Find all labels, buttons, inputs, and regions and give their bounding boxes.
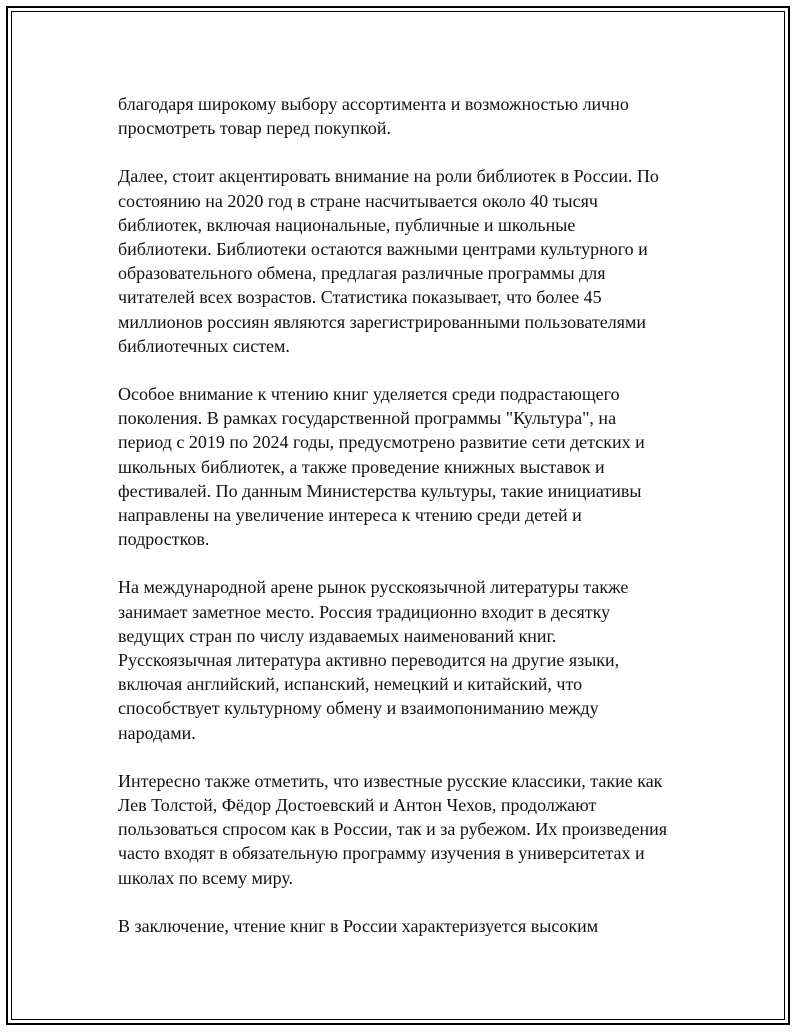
text-line: Лев Толстой, Фёдор Достоевский и Антон Чехов, продолжают bbox=[118, 795, 597, 816]
text-line: Интересно также отметить, что известные русские классики, такие как bbox=[118, 770, 663, 791]
text-line: школах по всему миру. bbox=[118, 867, 294, 888]
text-line: просмотреть товар перед покупкой. bbox=[118, 118, 392, 139]
text-line: подростков. bbox=[118, 529, 210, 550]
paragraph-4 bbox=[118, 575, 698, 744]
text-line: Далее, стоит акцентировать внимание на роли библиотек в России. По bbox=[118, 166, 659, 187]
paragraph-5 bbox=[118, 769, 698, 890]
text-line: период с 2019 по 2024 годы, предусмотрено развитие сети детских и bbox=[118, 432, 645, 453]
text-line: ведущих стран по числу издаваемых наименований книг. bbox=[118, 625, 557, 646]
paragraph-2 bbox=[118, 164, 698, 358]
text-line: Русскоязычная литература активно переводится на другие языки, bbox=[118, 650, 620, 671]
text-line: направлены на увеличение интереса к чтению среди детей и bbox=[118, 505, 582, 526]
text-line: пользоваться спросом как в России, так и за рубежом. Их произведения bbox=[118, 819, 668, 840]
text-line: состоянию на 2020 год в стране насчитывается около 40 тысяч bbox=[118, 190, 598, 211]
document-body bbox=[118, 92, 698, 962]
paragraph-3 bbox=[118, 382, 698, 551]
text-line: миллионов россиян являются зарегистрированными пользователями bbox=[118, 311, 647, 332]
text-line: На международной арене рынок русскоязычной литературы также bbox=[118, 577, 629, 598]
text-line: школьных библиотек, а также проведение книжных выставок и bbox=[118, 456, 605, 477]
text-line: народами. bbox=[118, 722, 196, 743]
text-line: библиотек, включая национальные, публичные и школьные bbox=[118, 214, 576, 235]
text-line: благодаря широкому выбору ассортимента и возможностью лично bbox=[118, 94, 629, 114]
text-line: фестивалей. По данным Министерства культуры, такие инициативы bbox=[118, 480, 642, 501]
paragraph-6 bbox=[118, 914, 698, 938]
text-line: часто входят в обязательную программу изучения в университетах и bbox=[118, 843, 645, 864]
text-line: поколения. В рамках государственной программы "Культура", на bbox=[118, 408, 617, 429]
text-line: читателей всех возрастов. Статистика показывает, что более 45 bbox=[118, 287, 602, 308]
paragraph-1 bbox=[118, 92, 698, 140]
text-line: Особое внимание к чтению книг уделяется среди подрастающего bbox=[118, 384, 620, 405]
text-line: библиотечных систем. bbox=[118, 335, 290, 356]
text-line: включая английский, испанский, немецкий и китайский, что bbox=[118, 674, 583, 695]
text-line: В заключение, чтение книг в России характеризуется высоким bbox=[118, 915, 599, 936]
text-line: библиотеки. Библиотеки остаются важными центрами культурного и bbox=[118, 239, 648, 260]
text-line: занимает заметное место. Россия традиционно входит в десятку bbox=[118, 601, 611, 622]
text-line: способствует культурному обмену и взаимопониманию между bbox=[118, 698, 599, 719]
text-line: образовательного обмена, предлагая различные программы для bbox=[118, 263, 606, 284]
